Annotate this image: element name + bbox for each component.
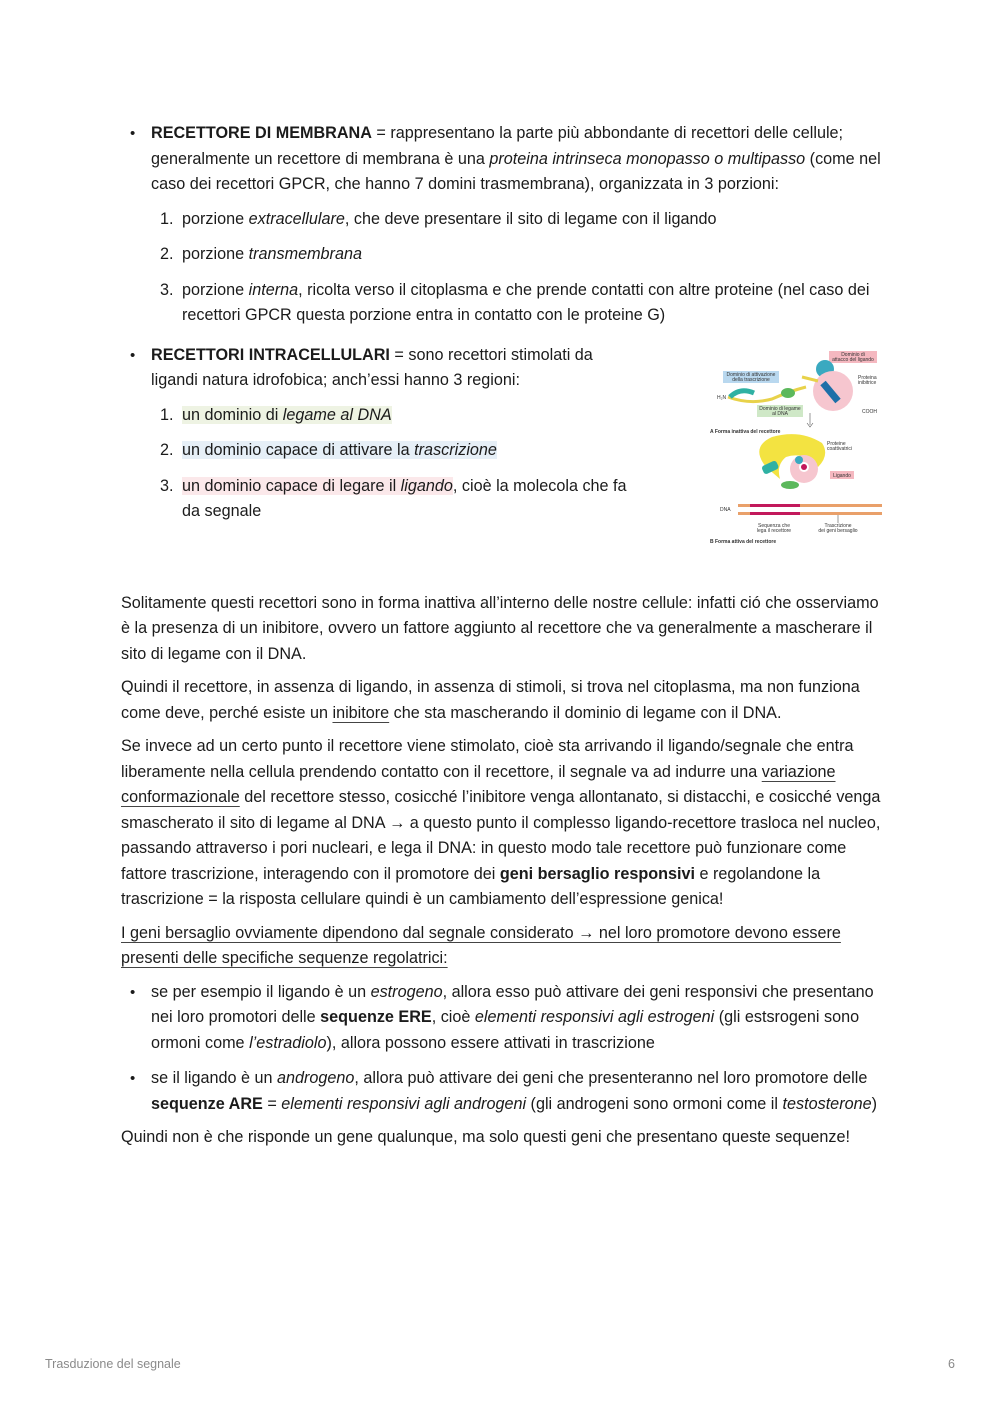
h2n-label: H₂N	[717, 394, 727, 401]
italic-span: elementi responsivi agli estrogeni	[474, 1008, 715, 1026]
text-span: (come nel caso dei recettori GPCR, che hanno 7 domini trasmembrana), organizzata in 3 porzioni:	[151, 149, 881, 193]
text-span: porzione	[182, 245, 249, 263]
text-span: )	[871, 1094, 877, 1113]
paragraph-activation	[121, 734, 881, 913]
response-elements-list	[121, 980, 881, 1118]
paragraph-inhibitor	[121, 675, 881, 726]
ligand-domain-label: Dominio di attacco del ligando	[832, 351, 874, 363]
ligand-site	[795, 456, 803, 464]
text-span: un dominio capace di attivare la	[182, 441, 415, 459]
intracellular-section	[121, 343, 881, 591]
coactivators-label: Proteine coattivatrici	[827, 440, 853, 452]
list-number: 1.	[160, 405, 174, 424]
italic-span: l’estradiolo	[249, 1033, 327, 1052]
list-item	[121, 1066, 881, 1117]
bold-text: sequenze ARE	[151, 1094, 263, 1113]
text-span: , cioè	[431, 1008, 475, 1026]
page-content	[121, 121, 881, 1159]
receptor-figure	[710, 347, 882, 565]
italic-span: transmembrana	[248, 245, 362, 263]
text-span: un dominio di	[182, 405, 283, 424]
list-number: 3.	[160, 280, 174, 299]
list-number: 1.	[160, 209, 174, 228]
text-span: , cioè la molecola che fa da segnale	[182, 476, 627, 520]
dna-binding-domain-shape	[781, 388, 795, 398]
text-span: che sta mascherando il dominio di legame con il DNA.	[389, 703, 782, 722]
list-number: 2.	[160, 441, 174, 459]
text-span: = sono recettori stimolati da ligandi natura idrofobica; anch’essi hanno 3 regioni:	[151, 345, 593, 389]
membrane-receptor-list	[121, 121, 881, 329]
peptide-link	[802, 377, 818, 381]
text-span: Quindi il recettore, in assenza di ligando, in assenza di stimoli, si trova nel citoplasma, ma non funziona come deve, perché esiste un	[121, 678, 860, 722]
caption-b: B Forma attiva del recettore	[710, 538, 777, 545]
text-span: =	[262, 1094, 282, 1113]
italic-span: extracellulare	[248, 209, 345, 228]
list-number: 3.	[160, 476, 174, 495]
italic-span: androgeno	[277, 1069, 355, 1087]
text-span: , ricolta verso il citoplasma e che prende contatti con altre proteine (nel caso dei recettori GPCR questa porzione entra in contatto con le proteine G)	[182, 280, 870, 324]
bold-text: geni bersaglio responsivi	[499, 864, 696, 883]
italic-span: estrogeno	[370, 982, 443, 1001]
italic-span: trascrizione	[414, 441, 497, 459]
intracellular-receptor-title: RECETTORI INTRACELLULARI	[151, 345, 390, 364]
text-span: ), allora possono essere attivati in trascrizione	[326, 1033, 655, 1052]
highlight-red	[182, 477, 453, 495]
text-span: , allora può attivare dei geni che presenteranno nel loro promotore delle	[354, 1069, 868, 1087]
response-element-bottom	[750, 512, 800, 515]
paragraph-conclusion: Quindi non è che risponde un gene qualunque, ma solo questi geni che presentano queste sequenze!	[121, 1128, 850, 1146]
membrane-receptor-title: RECETTORE DI MEMBRANA	[151, 124, 372, 142]
underlined-text: inibitore	[332, 703, 390, 722]
text-span: del recettore stesso, cosicché l’inibitore venga allontanato, si distacchi, e cosicché venga smascherato il sito di legame al DNA → a questo punto il complesso ligando-recettore trasloca nel nucleo, passando attraverso i pori nucleari, e lega il DNA: in questo modo tale recettore può funzionare come fattore trascrizione, interagendo con il promotore dei	[121, 788, 881, 883]
ligand-shape	[801, 464, 807, 470]
highlight-green	[182, 406, 392, 424]
list-item	[121, 980, 881, 1057]
text-span: Se invece ad un certo punto il recettore viene stimolato, cioè sta arrivando il ligando/segnale che entra liberamente nella cellula prendendo contatto con il recettore, il segnale va ad indurre una	[121, 737, 854, 781]
dna-domain-label: Dominio di legame al DNA	[759, 405, 801, 417]
text-span: = rappresentano la parte più abbondante di recettori delle cellule; generalmente un recettore di membrana è una	[151, 124, 844, 168]
footer-title: Trasduzione del segnale	[45, 1357, 181, 1371]
response-element-top	[750, 504, 800, 507]
bold-text: sequenze ERE	[320, 1008, 432, 1026]
italic-span: legame al DNA	[282, 405, 392, 424]
activation-domain-label: Dominio di attivazione della trascrizione	[726, 371, 776, 383]
underlined-text: variazione conformazionale	[121, 762, 836, 806]
italic-span: interna	[248, 280, 299, 299]
text-span: porzione	[182, 280, 249, 299]
italic-span: testosterone	[782, 1094, 872, 1113]
dna-label: DNA	[720, 506, 731, 513]
intracellular-domains-list	[151, 403, 641, 525]
paragraph-inactive-form: Solitamente questi recettori sono in forma inattiva all’interno delle nostre cellule: infatti ció che osserviamo è la presenza di un inibitore, ovvero un fattore aggiunto al recettore che va generalmente a mascherare il sito di legame con il DNA.	[121, 593, 879, 663]
text-span: , allora esso può attivare dei geni responsivi che presentano nei loro promotori delle	[151, 982, 874, 1026]
sequence-label: Sequenza che lega il recettore	[756, 522, 792, 534]
caption-a: A Forma inattiva del recettore	[710, 428, 781, 435]
underlined-text: I geni bersaglio ovviamente dipendono dal segnale considerato → nel loro promotore devono essere presenti delle specifiche sequenze regolatrici:	[121, 923, 841, 967]
page-number: 6	[948, 1357, 955, 1371]
text-span: , che deve presentare il sito di legame con il ligando	[344, 209, 717, 228]
list-number: 2.	[160, 245, 174, 263]
list-item	[151, 474, 641, 525]
dna-binding-domain-b	[781, 481, 799, 489]
text-span: e regolandone la trascrizione = la risposta cellulare quindi è un cambiamento dell’espressione genica!	[121, 864, 821, 908]
italic-span: proteina intrinseca monopasso o multipasso	[489, 149, 806, 168]
intracellular-receptor-item	[121, 343, 641, 525]
intracellular-text-column	[121, 343, 641, 525]
text-span: se il ligando è un	[151, 1069, 277, 1087]
intracellular-receptor-list	[121, 343, 641, 525]
list-item	[151, 278, 881, 329]
cooh-label: COOH	[862, 408, 877, 415]
list-item	[151, 438, 641, 464]
list-item	[151, 403, 641, 429]
italic-span: elementi responsivi agli androgeni	[281, 1094, 527, 1113]
text-span: se per esempio il ligando è un	[151, 982, 371, 1001]
text-span: un dominio capace di legare il	[182, 476, 401, 495]
inhibitor-label: Proteina inibitrice	[858, 374, 877, 386]
membrane-receptor-item	[121, 121, 881, 329]
membrane-receptor-text	[151, 124, 881, 193]
transcription-label: Trascrizione dei geni bersaglio	[818, 522, 858, 534]
membrane-portions-list	[151, 207, 881, 329]
ligand-label: Ligando	[833, 472, 851, 479]
paragraph-target-genes	[121, 921, 881, 972]
activation-domain-shape	[730, 390, 754, 396]
text-span: porzione	[182, 209, 249, 228]
text-span: (gli estsrogeni sono ormoni come	[151, 1008, 860, 1052]
list-item	[151, 207, 881, 233]
text-span: (gli androgeni sono ormoni come il	[526, 1094, 783, 1113]
list-item	[151, 242, 881, 268]
italic-span: ligando	[400, 476, 453, 495]
highlight-blue	[182, 441, 497, 459]
